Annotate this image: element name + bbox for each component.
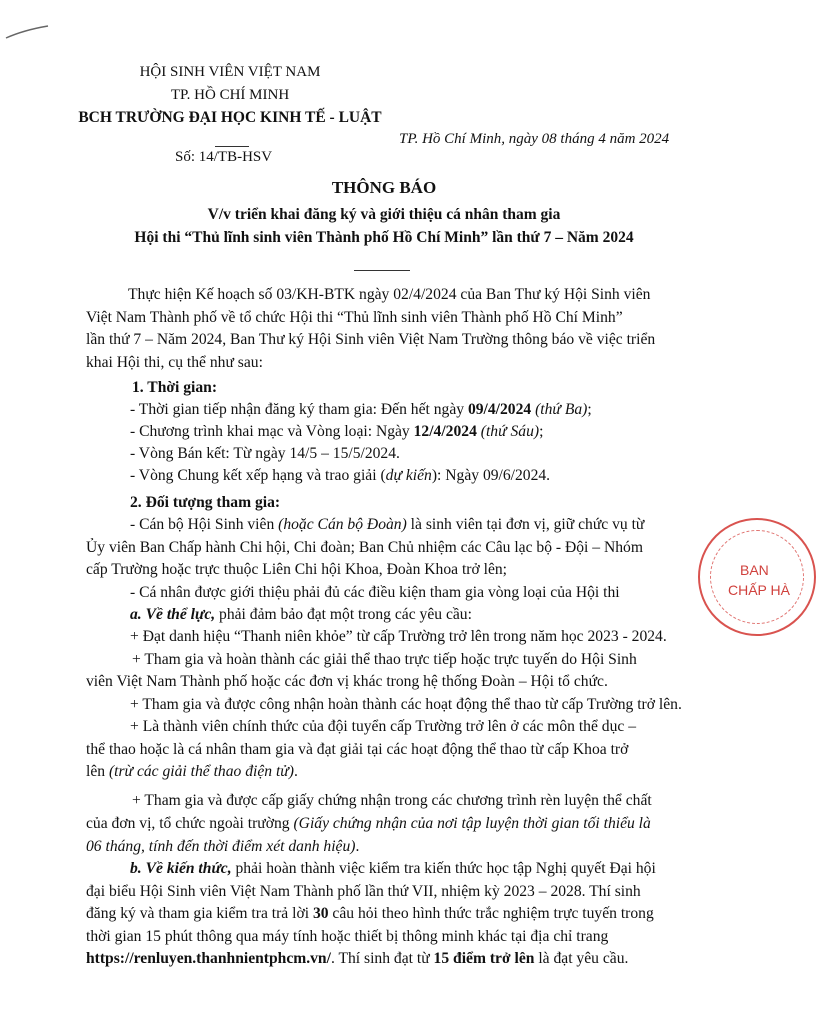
section2-line: thời gian 15 phút thông qua máy tính hoặc thiết bị thông minh khác tại địa chỉ trang [86,928,609,945]
section2-line: + Đạt danh hiệu “Thanh niên khỏe” từ cấp Trường trở lên trong năm học 2023 - 2024. [130,628,667,645]
registration-link[interactable]: https://renluyen.thanhnientphcm.vn/ [86,950,331,967]
text: - Cán bộ Hội Sinh viên [130,516,279,533]
section2-line: Ủy viên Ban Chấp hành Chi hội, Chi đoàn; Ban Chủ nhiệm các Câu lạc bộ - Đội – Nhóm [86,539,643,556]
stamp-text-line2: CHẤP HÀ [728,582,790,598]
item-text: - Chương trình khai mạc và Vòng loại: Ngày [130,423,414,440]
section1-heading: 1. Thời gian: [132,379,218,396]
section2-line [86,838,359,856]
subsection-a-label: a. Về thể lực, [130,606,216,623]
section2-line: + Là thành viên chính thức của đội tuyển cấp Trường trở lên ở các môn thể dục – [130,718,636,735]
place-date: TP. Hồ Chí Minh, ngày 08 tháng 4 năm 2024 [399,131,670,147]
section2-heading: 2. Đối tượng tham gia: [130,494,281,511]
item-end: ; [539,423,544,440]
subsection-a [130,606,472,624]
section1-item: - Vòng Bán kết: Từ ngày 14/5 – 15/5/2024. [130,445,400,462]
item-text: - Vòng Chung kết xếp hạng và trao giải ( [130,467,386,484]
text: câu hỏi theo hình thức trắc nghiệm trực tuyến trong [328,905,654,922]
org-name-line3: BCH TRƯỜNG ĐẠI HỌC KINH TẾ - LUẬT [78,109,382,126]
org-name-line1: HỘI SINH VIÊN VIỆT NAM [139,64,321,80]
intro-line: lần thứ 7 – Năm 2024, Ban Thư ký Hội Sinh viên Việt Nam Trường thông báo về việc triển [86,331,656,348]
header-rule [215,146,249,147]
text-italic: (trừ các giải thể thao điện tử) [108,763,294,780]
text: phải đảm bảo đạt một trong các yêu cầu: [215,606,472,623]
section1-item [130,467,550,485]
intro-line: Việt Nam Thành phố về tổ chức Hội thi “Thủ lĩnh sinh viên Thành phố Hồ Chí Minh” [86,309,623,326]
stamp-text-line1: BAN [740,562,769,578]
intro-line: khai Hội thi, cụ thể như sau: [86,354,263,371]
text-bold: 30 [312,905,329,922]
section2-line [86,815,651,833]
text: . Thí sinh đạt từ [330,950,434,967]
text: đăng ký và tham gia kiểm tra trả lời [86,905,313,922]
text: của đơn vị, tổ chức ngoài trường [86,815,294,832]
text-italic: (hoặc Cán bộ Đoàn) [278,516,407,533]
official-stamp [698,518,816,636]
item-date: 09/4/2024 [467,401,532,418]
text-italic: 06 tháng, tính đến thời điểm xét danh hiệu) [86,838,356,855]
section2-line [86,905,654,923]
text-bold: 15 điểm trở lên [433,950,535,967]
text: là đạt yêu cầu. [534,950,629,967]
section2-line: đại biểu Hội Sinh viên Việt Nam Thành phố lần thứ VII, nhiệm kỳ 2023 – 2028. Thí sinh [86,883,641,900]
section2-line: cấp Trường hoặc trực thuộc Liên Chi hội Khoa, Đoàn Khoa trở lên; [86,561,507,578]
text-italic: (Giấy chứng nhận của nơi tập luyện thời gian tối thiểu là [293,815,651,832]
subtitle-line2: Hội thi “Thủ lĩnh sinh viên Thành phố Hồ Chí Minh” lần thứ 7 – Năm 2024 [134,229,634,246]
item-day: (thứ Ba) [531,401,588,418]
section2-line [86,950,628,968]
text: . [294,763,298,780]
text: . [355,838,360,855]
title-rule [354,270,410,271]
intro-line: Thực hiện Kế hoạch số 03/KH-BTK ngày 02/4/2024 của Ban Thư ký Hội Sinh viên [128,286,651,303]
section2-line: viên Việt Nam Thành phố hoặc các đơn vị khác trong hệ thống Đoàn – Hội tổ chức. [86,673,608,690]
text: phải hoàn thành việc kiểm tra kiến thức học tập Nghị quyết Đại hội [231,860,656,877]
section2-line [130,516,644,534]
subsection-b [130,860,656,878]
item-text: ): Ngày 09/6/2024. [431,467,551,484]
section2-line: - Cá nhân được giới thiệu phải đủ các điều kiện tham gia vòng loại của Hội thi [130,584,620,601]
item-end: ; [587,401,592,418]
subsection-b-label: b. Về kiến thức, [130,860,232,877]
section2-line: thể thao hoặc là cá nhân tham gia và đạt giải tại các hoạt động thể thao từ cấp Khoa trở [86,741,629,758]
section1-item [130,401,592,419]
section2-line [86,763,298,781]
pen-mark [4,24,54,44]
document-number: Số: 14/TB-HSV [175,149,273,165]
section1-item [130,423,543,441]
section2-line: + Tham gia và hoàn thành các giải thể thao trực tiếp hoặc trực tuyến do Hội Sinh [132,651,637,668]
text: lên [86,763,109,780]
subtitle-line1: V/v triển khai đăng ký và giới thiệu cá nhân tham gia [207,206,561,223]
item-day: (thứ Sáu) [476,423,540,440]
org-name-line2: TP. HỒ CHÍ MINH [170,87,290,103]
section2-line: + Tham gia và được cấp giấy chứng nhận trong các chương trình rèn luyện thể chất [132,792,652,809]
section2-line: + Tham gia và được công nhận hoàn thành các hoạt động thể thao từ cấp Trường trở lên. [130,696,682,713]
item-text: - Thời gian tiếp nhận đăng ký tham gia: Đến hết ngày [130,401,468,418]
text: là sinh viên tại đơn vị, giữ chức vụ từ [406,516,645,533]
item-date: 12/4/2024 [413,423,477,440]
document-title: THÔNG BÁO [331,178,437,197]
item-italic: dự kiến [385,467,432,484]
